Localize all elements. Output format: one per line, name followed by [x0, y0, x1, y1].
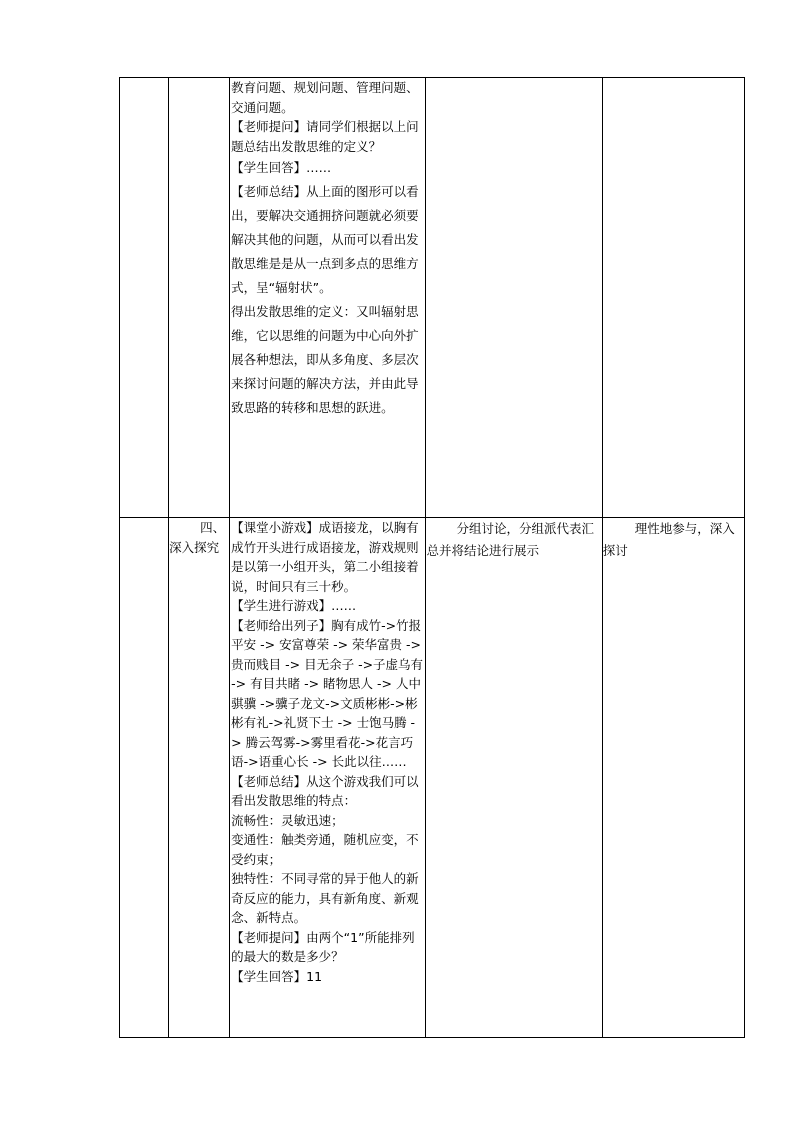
content-paragraph: 变通性：触类旁通，随机应变，不受约束； [231, 832, 419, 867]
stage-cell [169, 518, 230, 1038]
content-paragraph: 【老师给出列子】胸有成竹->竹报平安 -> 安富尊荣 -> 荣华富贵 -> 贵而贱目 -> 目无余子 ->子虚乌有 -> 有目共睹 -> 睹物思人 -> 人中骐骥 ->骥子龙文->文质彬彬->彬彬有礼->礼贤下士 -> 士饱马腾 -> 腾云驾雾->雾里看花->花言巧语->语重心长 -> 长此以往…… [231, 617, 424, 769]
content-paragraph: 【学生回答】…… [231, 160, 332, 175]
stage-name: 深入探究 [169, 539, 220, 555]
content-paragraph: 【课堂小游戏】成语接龙，以胸有成竹开头进行成语接龙，游戏规则是以第一小组开头，第二小组接着说，时间只有三十秒。 [231, 520, 419, 594]
lesson-plan-table [119, 77, 745, 1038]
content-paragraph: 【老师总结】从这个游戏我们可以看出发散思维的特点： [231, 773, 419, 808]
content-paragraph: 教育问题、规划问题、管理问题、交通问题。 [231, 80, 419, 115]
student-activity-text: 分组讨论，分组派代表汇总并将结论进行展示 [426, 521, 594, 558]
table-row [120, 518, 745, 1038]
content-paragraph: 【老师提问】由两个“1”所能排列的最大的数是多少？ [231, 929, 415, 964]
content-paragraph: 【学生回答】11 [231, 968, 323, 984]
content-paragraph: 【学生进行游戏】…… [231, 598, 357, 613]
design-intent-cell [602, 78, 744, 518]
content-cell [230, 78, 426, 518]
content-paragraph: 【老师总结】从上面的图形可以看出，要解决交通拥挤问题就必须要解决其他的问题，从而可以看出发散思维是是从一点到多点的思维方式，呈“辐射状”。 [231, 184, 419, 295]
student-activity-cell [426, 518, 602, 1038]
stage-number: 四、 [200, 520, 226, 535]
blank-cell [120, 78, 169, 518]
stage-cell [169, 78, 230, 518]
table-row [120, 78, 745, 518]
student-activity-cell [426, 78, 602, 518]
blank-cell [120, 518, 169, 1038]
content-paragraph: 流畅性：灵敏迅速； [231, 812, 344, 828]
content-cell [230, 518, 426, 1038]
design-intent-text: 理性地参与，深入探讨 [602, 521, 735, 558]
content-paragraph: 得出发散思维的定义：又叫辐射思维，它以思维的问题为中心向外扩展各种想法，即从多角度、多层次来探讨问题的解决方法，并由此导致思路的转移和思想的跃进。 [231, 304, 419, 415]
content-paragraph: 【老师提问】请同学们根据以上问题总结出发散思维的定义？ [231, 119, 419, 154]
design-intent-cell [602, 518, 744, 1038]
content-paragraph: 独特性：不同寻常的异于他人的新奇反应的能力，具有新角度、新观念、新特点。 [231, 871, 419, 925]
